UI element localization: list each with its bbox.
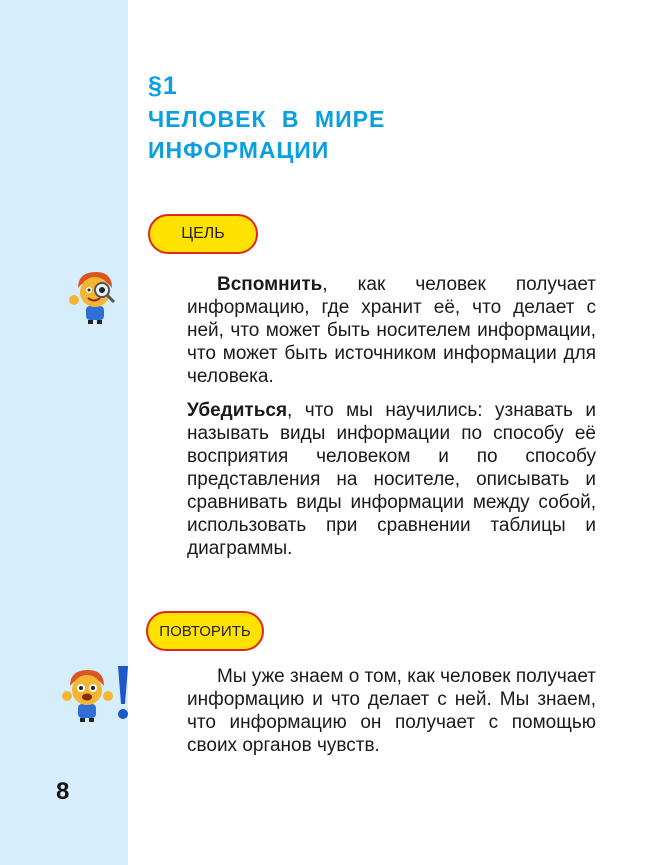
repeat-paragraph: Мы уже знаем о том, как человек получает информацию и что делает с ней. Мы знаем, что информацию он получает с помощью своих органов чувств. <box>187 666 596 756</box>
page-margin-strip <box>0 0 128 865</box>
goal-badge-label: ЦЕЛЬ <box>181 225 225 242</box>
repeat-text <box>187 665 596 768</box>
repeat-badge <box>146 611 264 651</box>
goal-p2-rest: , что мы научились: узнавать и называть виды информации по способу её восприятия человеком и по способу представления на носителе, описывать и сравнивать виды информации между собой, использовать при сравнении таблицы и диаграммы. <box>187 400 596 559</box>
goal-p1-rest: , как человек получает информацию, где хранит её, что делает с ней, что может быть носителем информации, что может быть источником информации для человека. <box>187 274 596 387</box>
section-title <box>148 104 448 166</box>
section-title-line1: ЧЕЛОВЕК В МИРЕ <box>148 106 386 132</box>
mascot-exclamation-icon <box>60 664 132 724</box>
goal-paragraph-1 <box>187 273 596 388</box>
goal-text <box>187 273 596 571</box>
goal-p1-bold: Вспомнить <box>217 274 323 295</box>
repeat-badge-label: ПОВТОРИТЬ <box>159 622 251 640</box>
page-number: 8 <box>56 778 70 805</box>
mascot-magnifier-icon <box>64 266 124 326</box>
section-number: §1 <box>148 72 178 100</box>
section-title-line2: ИНФОРМАЦИИ <box>148 137 330 163</box>
goal-p2-bold: Убедиться <box>187 400 288 421</box>
goal-badge <box>148 214 258 254</box>
goal-paragraph-2 <box>187 399 596 560</box>
